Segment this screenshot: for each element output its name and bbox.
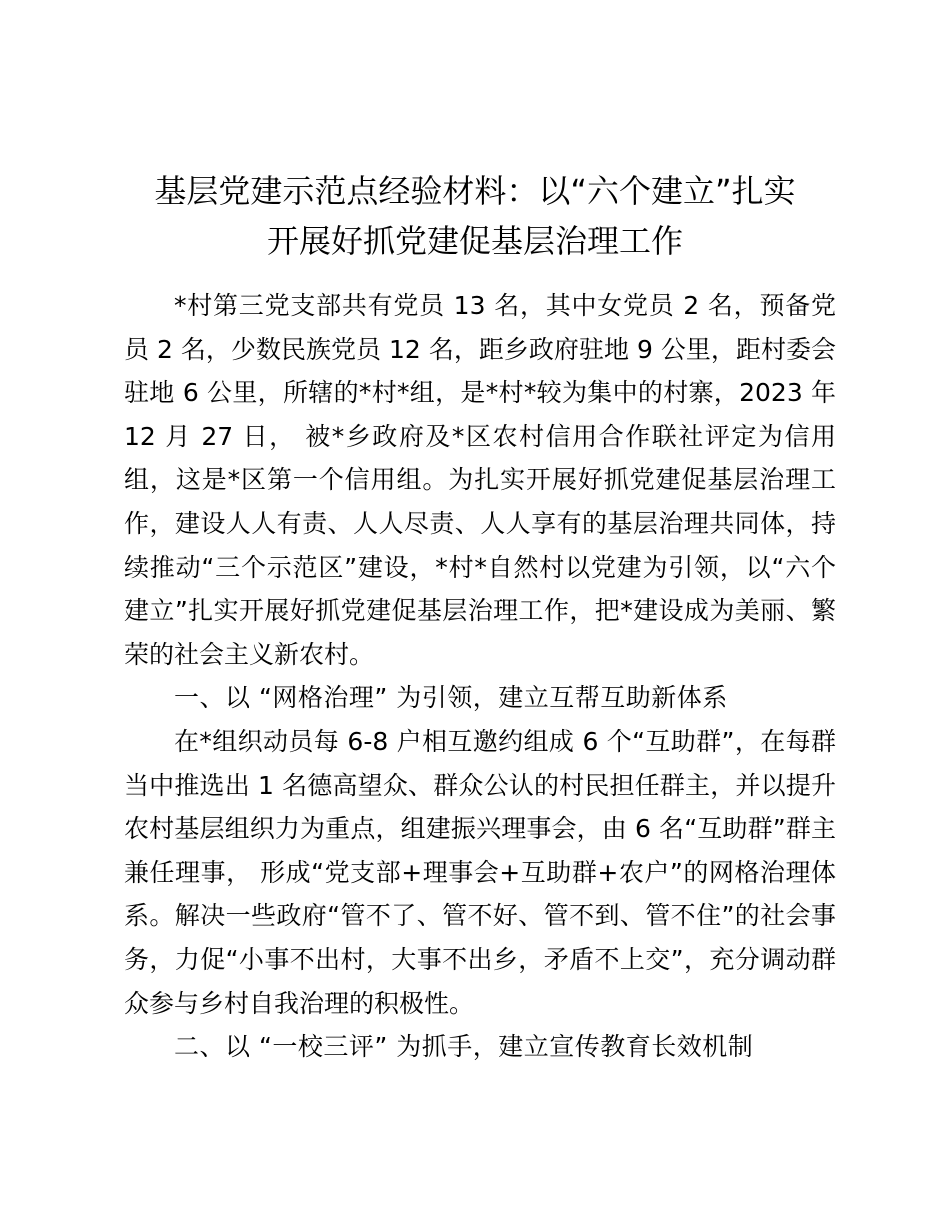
section-1-paragraph: 在*组织动员每 6-8 户相互邀约组成 6 个“互助群”，在每群当中推选出 1 名德高望众、群众公认的村民担任群主，并以提升农村基层组织力为重点，组建振兴理事会，由 6 名“互助群”群主兼任理事， 形成“党支部+理事会+互助群+农户”的网格治理体系。解决一些政府“管不了、管不好、管不到、管不住”的社会事务，力促“小事不出村，大事不出乡，矛盾不上交”，充分调动群众参与乡村自我治理的积极性。 <box>124 726 836 1018</box>
section-heading-2: 二、以 “一校三评” 为抓手，建立宣传教育长效机制 <box>174 1032 754 1062</box>
section-heading-1: 一、以 “网格治理” 为引领，建立互帮互助新体系 <box>174 683 728 713</box>
document-body <box>124 284 836 1069</box>
title-line-2: 开展好抓党建促基层治理工作 <box>266 222 683 260</box>
intro-paragraph: *村第三党支部共有党员 13 名，其中女党员 2 名，预备党员 2 名，少数民族党员 12 名，距乡政府驻地 9 公里，距村委会驻地 6 公里，所辖的*村*组，是*村*较为集中的村寨，2023 年 12 月 27 日， 被*乡政府及*区农村信用合作联社评定为信用组，这是*区第一个信用组。为扎实开展好抓党建促基层治理工作，建设人人有责、人人尽责、人人享有的基层治理共同体，持续推动“三个示范区”建设，*村*自然村以党建为引领，以“六个建立”扎实开展好抓党建促基层治理工作，把*建设成为美丽、繁荣的社会主义新农村。 <box>124 291 836 669</box>
title-line-1: 基层党建示范点经验材料：以“六个建立”扎实 <box>154 172 796 210</box>
document-title <box>110 166 840 266</box>
